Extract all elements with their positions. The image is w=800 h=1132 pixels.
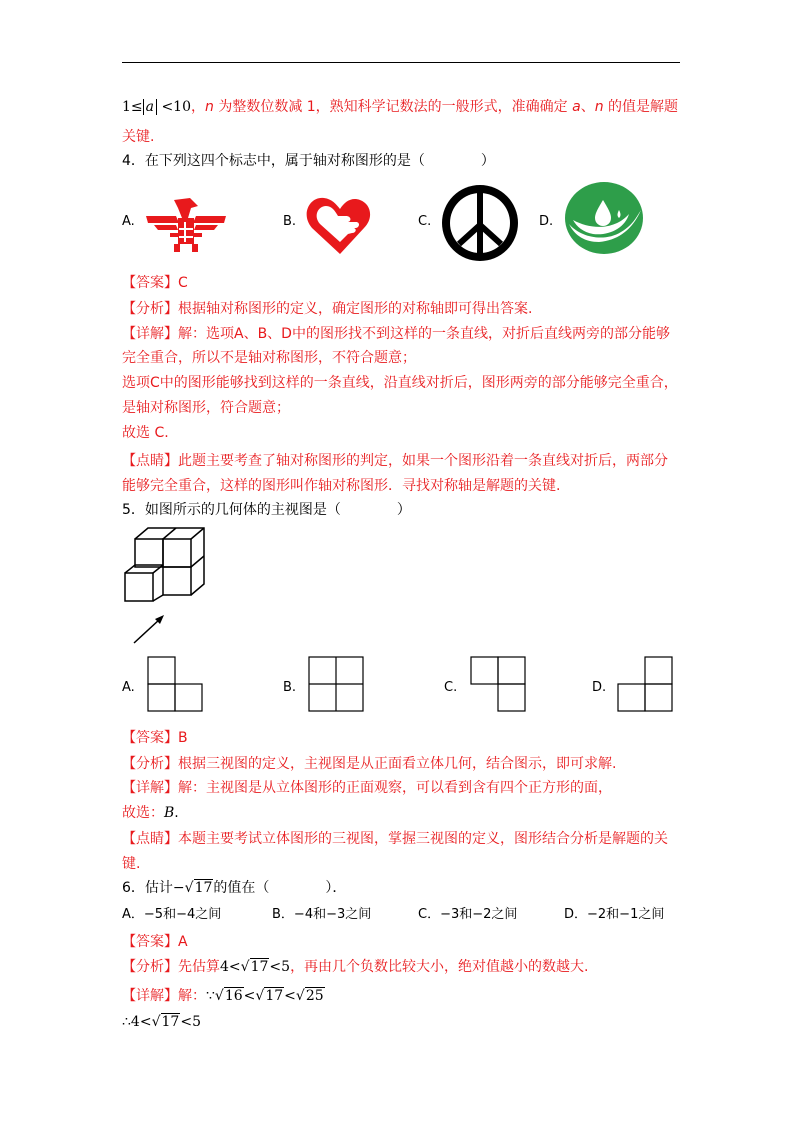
q4-detail-line-3: 选项C中的图形能够找到这样的一条直线，沿直线对折后，图形两旁的部分能够完全重合， bbox=[122, 375, 678, 391]
q6-therefore-lt1: < bbox=[139, 1014, 152, 1030]
q6-option-a-label: A． bbox=[122, 907, 144, 922]
q6-analysis-prefix: 【分析】先估算 bbox=[122, 959, 220, 975]
q6-option-d-text: −2和−1之间 bbox=[587, 907, 665, 922]
q6-option-c-text: −3和−2之间 bbox=[440, 907, 518, 922]
q6-detail-sqrt-16: √16 bbox=[214, 988, 243, 1004]
q5-option-a-view bbox=[146, 655, 204, 713]
q3-comma: ， bbox=[191, 99, 205, 115]
q5-option-c-label: C. bbox=[444, 680, 458, 695]
q6-suffix: 的值在（ ）． bbox=[213, 880, 347, 896]
heart-hand-logo-icon bbox=[304, 192, 376, 258]
q6-analysis-suffix: ，再由几个负数比较大小，绝对值越小的数越大. bbox=[290, 959, 589, 975]
q4-detail-line-5: 故选 C. bbox=[122, 425, 169, 441]
q5-option-c-view bbox=[469, 655, 527, 713]
q6-analysis-5: 5 bbox=[281, 959, 291, 975]
q3-text: 为整数位数减 1，熟知科学记数法的一般形式，准确确定 bbox=[213, 99, 573, 115]
q4-option-c-label: C. bbox=[418, 214, 432, 229]
q4-detail-line-2: 完全重合，所以不是轴对称图形，不符合题意； bbox=[122, 350, 416, 366]
q5-detail: 【详解】解：主视图是从立体图形的正面观察，可以看到含有四个正方形的面， bbox=[122, 780, 612, 796]
q5-option-b-view bbox=[307, 655, 365, 713]
q4-detail-line-4: 是轴对称图形，符合题意； bbox=[122, 400, 290, 416]
q6-detail-lt2: < bbox=[284, 988, 296, 1004]
q4-option-a-label: A. bbox=[122, 214, 135, 229]
q4-option-d-label: D. bbox=[539, 214, 554, 229]
q5-answer: 【答案】B bbox=[122, 730, 188, 746]
q6-sqrt-17: √17 bbox=[184, 880, 213, 896]
q3-explanation-line bbox=[122, 97, 678, 117]
q4-detail-line-1: 【详解】解：选项A、B、D中的图形找不到这样的一条直线，对折后直线两旁的部分能够 bbox=[122, 326, 670, 342]
q3-var-n2: n bbox=[594, 99, 604, 115]
q5-conclusion-suffix: . bbox=[174, 805, 179, 821]
q4-question: 4．在下列这四个标志中，属于轴对称图形的是（ ） bbox=[122, 153, 495, 169]
q3-sep: 、 bbox=[580, 99, 595, 115]
q6-detail-r1: 16 bbox=[224, 988, 243, 1004]
q6-option-d bbox=[564, 905, 664, 925]
q6-therefore-5: 5 bbox=[192, 1014, 201, 1030]
q6-question bbox=[122, 878, 346, 898]
q6-detail-sqrt-17: √17 bbox=[255, 988, 284, 1004]
q5-conclusion-prefix: 故选： bbox=[122, 805, 164, 821]
q5-option-b-label: B. bbox=[283, 680, 297, 695]
because-symbol: ∵ bbox=[206, 988, 215, 1004]
q6-detail-r3: 25 bbox=[305, 988, 324, 1004]
q6-option-c bbox=[418, 905, 517, 925]
q6-neg: − bbox=[172, 880, 185, 896]
therefore-symbol: ∴ bbox=[122, 1014, 131, 1030]
q5-comment-line-1: 【点睛】本题主要考试立体图形的三视图，掌握三视图的定义，图形结合分析是解题的关 bbox=[122, 831, 668, 847]
q6-therefore-sqrt: √17 bbox=[151, 1014, 180, 1030]
q3-var-a: a bbox=[572, 99, 581, 115]
q3-text-end: 的值是解题 bbox=[603, 99, 679, 115]
q6-detail bbox=[122, 986, 325, 1006]
q5-comment-line-2: 键. bbox=[122, 856, 141, 872]
q6-detail-sqrt-25: √25 bbox=[295, 988, 324, 1004]
q6-option-a bbox=[122, 905, 221, 925]
q6-analysis-sqrt: √17 bbox=[240, 959, 269, 975]
q3-inequality-start: 1≤ bbox=[122, 99, 143, 115]
q6-option-b-label: B． bbox=[272, 907, 294, 922]
q5-option-d-label: D. bbox=[592, 680, 607, 695]
q6-therefore bbox=[122, 1012, 201, 1032]
q6-therefore-lt2: < bbox=[180, 1014, 193, 1030]
q3-abs-a: a bbox=[143, 99, 157, 115]
q6-analysis bbox=[122, 957, 589, 977]
q6-option-b bbox=[272, 905, 371, 925]
q6-detail-r2: 17 bbox=[265, 988, 284, 1004]
q3-var-n: n bbox=[205, 99, 214, 115]
q6-analysis-lt2: < bbox=[269, 959, 282, 975]
q5-analysis: 【分析】根据三视图的定义，主视图是从正面看立体几何，结合图示，即可求解. bbox=[122, 756, 617, 772]
q4-comment-line-1: 【点睛】此题主要考查了轴对称图形的判定，如果一个图形沿着一条直线对折后，两部分 bbox=[122, 453, 668, 469]
q4-answer: 【答案】C bbox=[122, 275, 188, 291]
q5-option-d-view bbox=[616, 655, 674, 713]
q5-question: 5．如图所示的几何体的主视图是（ ） bbox=[122, 502, 411, 518]
q6-therefore-4: 4 bbox=[130, 1014, 140, 1030]
q3-explanation-cont: 关键. bbox=[122, 129, 155, 145]
q6-detail-prefix: 【详解】解： bbox=[122, 988, 206, 1004]
q6-detail-lt1: < bbox=[243, 988, 256, 1004]
q6-option-d-label: D． bbox=[564, 907, 588, 922]
q6-option-c-label: C． bbox=[418, 907, 441, 922]
q3-inequality-end: <10 bbox=[157, 99, 191, 115]
q6-radicand: 17 bbox=[194, 880, 213, 896]
water-drop-logo-icon bbox=[563, 180, 645, 256]
q6-analysis-radicand: 17 bbox=[250, 959, 269, 975]
cube-solid-figure bbox=[122, 525, 208, 647]
q6-analysis-lt1: < bbox=[228, 959, 241, 975]
header-rule bbox=[122, 62, 680, 63]
q5-conclusion-choice: B bbox=[164, 805, 175, 821]
q6-answer: 【答案】A bbox=[122, 934, 188, 950]
q6-prefix: 6．估计 bbox=[122, 880, 173, 896]
peace-sign-icon bbox=[440, 183, 520, 263]
q6-therefore-radicand: 17 bbox=[161, 1014, 180, 1030]
q5-conclusion bbox=[122, 803, 179, 823]
q4-option-b-label: B. bbox=[283, 214, 297, 229]
q6-option-a-text: −5和−4之间 bbox=[143, 907, 222, 922]
q4-comment-line-2: 能够完全重合，这样的图形叫作轴对称图形．寻找对称轴是解题的关键. bbox=[122, 478, 561, 494]
eagle-logo-icon bbox=[144, 196, 228, 254]
q6-option-b-text: −4和−3之间 bbox=[293, 907, 372, 922]
q4-analysis: 【分析】根据轴对称图形的定义，确定图形的对称轴即可得出答案. bbox=[122, 301, 533, 317]
q5-option-a-label: A. bbox=[122, 680, 135, 695]
q6-analysis-4: 4 bbox=[220, 959, 229, 975]
